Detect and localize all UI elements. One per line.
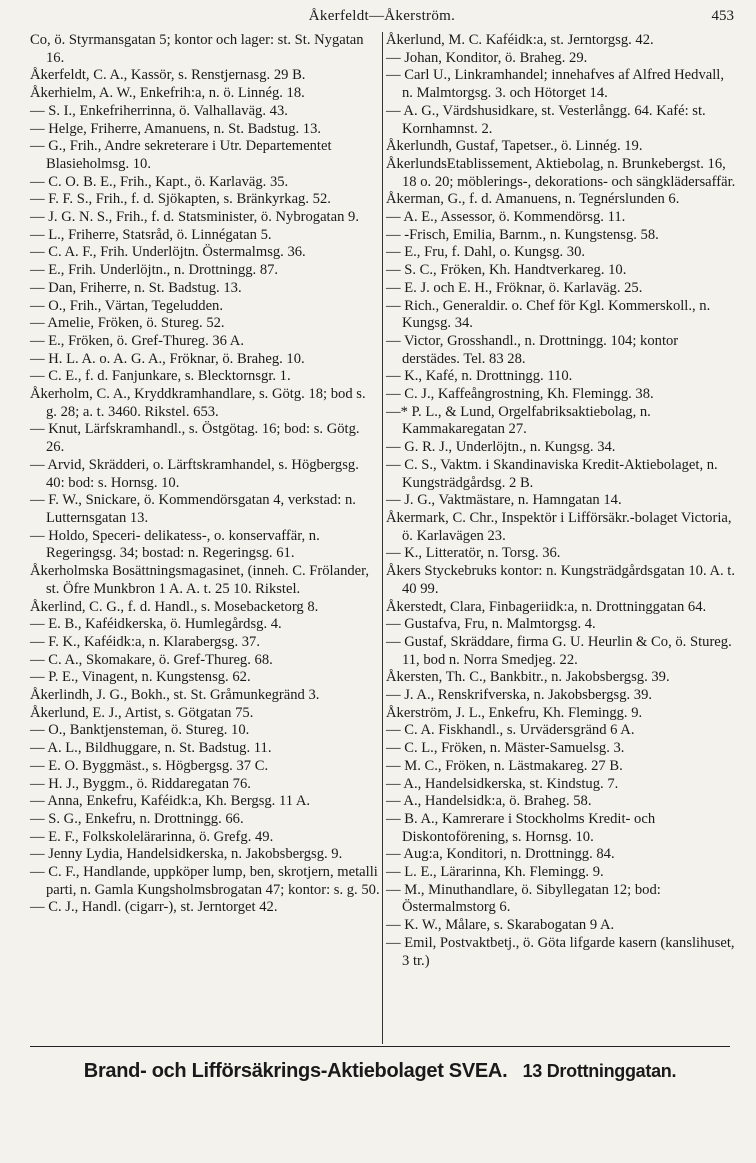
directory-entry: — E. B., Kaféidkerska, ö. Humlegårdsg. 4.	[30, 616, 282, 633]
directory-entry: — A., Handelsidk:a, ö. Braheg. 58.	[386, 793, 592, 810]
directory-entry: — Gustafva, Fru, n. Malmtorgsg. 4.	[386, 616, 596, 633]
directory-entry: Åkerlund, M. C. Kaféidk:a, st. Jerntorgsg. 42.	[386, 32, 654, 48]
left-column	[30, 32, 380, 917]
directory-entry: — B. A., Kamrerare i Stockholms Kredit- och Diskontoförening, s. Hornsg. 10.	[386, 810, 656, 845]
directory-entry: — H. L. A. o. A. G. A., Fröknar, ö. Braheg. 10.	[30, 350, 305, 367]
directory-entry: — A. E., Assessor, ö. Kommendörsg. 11.	[386, 209, 626, 226]
directory-entry: — E., Fröken, ö. Gref-Thureg. 36 A.	[30, 332, 244, 349]
directory-entry: — F. F. S., Frih., f. d. Sjökapten, s. Bränkyrkag. 52.	[30, 191, 331, 208]
directory-entry: —* P. L., & Lund, Orgelfabriksaktiebolag, n. Kammakaregatan 27.	[386, 403, 651, 438]
directory-entry: — L. E., Lärarinna, Kh. Flemingg. 9.	[386, 864, 604, 881]
directory-entry: — S. I., Enkefriherrinna, ö. Valhallaväg. 43.	[30, 102, 288, 119]
directory-entry: Åkerlundh, Gustaf, Tapetser., ö. Linnég. 19.	[386, 138, 643, 155]
directory-entry: — Carl U., Linkramhandel; innehafves af Alfred Hedvall, n. Malmtorgsg. 3. och Hötorget 14.	[386, 67, 724, 102]
directory-entry: Åkers Styckebruks kontor: n. Kungsträdgårdsgatan 10. A. t. 40 99.	[386, 563, 735, 597]
directory-entry: — Victor, Grosshandl., n. Drottningg. 104; kontor derstädes. Tel. 83 28.	[386, 332, 679, 367]
directory-entry: — Aug:a, Konditori, n. Drottningg. 84.	[386, 846, 615, 863]
directory-entry: — Holdo, Speceri- delikatess-, o. konservaffär, n. Regeringsg. 34; bostad: n. Regeringsg. 61.	[30, 527, 320, 562]
directory-entry: — M., Minuthandlare, ö. Sibyllegatan 12; bod: Östermalmstorg 6.	[386, 881, 661, 916]
directory-entry: — J. G. N. S., Frih., f. d. Statsminister, ö. Nybrogatan 9.	[30, 209, 359, 226]
directory-entry: — Rich., Generaldir. o. Chef för Kgl. Kommerskoll., n. Kungsg. 34.	[386, 297, 711, 332]
directory-entry: — M. C., Fröken, n. Lästmakareg. 27 B.	[386, 757, 623, 774]
advertisement-footer	[30, 1060, 730, 1083]
directory-entry: Åkersten, Th. C., Bankbitr., n. Jakobsbergsg. 39.	[386, 669, 670, 686]
directory-entry: Åkerholmska Bosättningsmagasinet, (inneh. C. Frölander, st. Öfre Munkbron 1 A. A. t. 25 10. Rikstel.	[30, 563, 370, 597]
directory-entry: — C. S., Vaktm. i Skandinaviska Kredit-Aktiebolaget, n. Kungsträdgårdsg. 2 B.	[386, 456, 718, 491]
directory-entry: — Arvid, Skrädderi, o. Lärftskramhandel, s. Högbergsg. 40: bod: s. Hornsg. 10.	[30, 456, 359, 491]
directory-entry: — E., Fru, f. Dahl, o. Kungsg. 30.	[386, 244, 586, 261]
directory-entry: — F. K., Kaféidk:a, n. Klarabergsg. 37.	[30, 633, 260, 650]
directory-entry: — E., Frih. Underlöjtn., n. Drottningg. 87.	[30, 262, 279, 279]
directory-entry: — J. G., Vaktmästare, n. Hamngatan 14.	[386, 492, 622, 509]
directory-entry: Åkerfeldt, C. A., Kassör, s. Renstjernasg. 29 B.	[30, 67, 306, 84]
directory-entry: ÅkerlundsEtablissement, Aktiebolag, n. Brunkebergst. 16, 18 o. 20; möblerings-, dekorations- och sängklädersaffär.	[386, 155, 736, 190]
directory-entry: — C. E., f. d. Fanjunkare, s. Blecktornsgr. 1.	[30, 368, 291, 385]
directory-entry: Åkerlindh, J. G., Bokh., st. St. Gråmunkegränd 3.	[30, 687, 320, 704]
directory-entry: — O., Frih., Värtan, Tegeludden.	[30, 297, 223, 314]
directory-entry: Åkerlund, E. J., Artist, s. Götgatan 75.	[30, 704, 254, 721]
directory-entry: — E. O. Byggmäst., s. Högbergsg. 37 C.	[30, 757, 269, 774]
directory-entry: — K., Litteratör, n. Torsg. 36.	[386, 545, 561, 562]
directory-entry: Åkerholm, C. A., Kryddkramhandlare, s. Götg. 18; bod s. g. 28; a. t. 3460. Rikstel. 653.	[30, 386, 366, 420]
directory-entry: — E. F., Folkskolelärarinna, ö. Grefg. 49.	[30, 828, 274, 845]
directory-entry: — K., Kafé, n. Drottningg. 110.	[386, 368, 573, 385]
directory-entry: — Anna, Enkefru, Kaféidk:a, Kh. Bergsg. 11 A.	[30, 793, 311, 810]
directory-entry: Co, ö. Styrmansgatan 5; kontor och lager: st. St. Nygatan 16.	[30, 32, 364, 66]
directory-entry: Åkerstedt, Clara, Finbageriidk:a, n. Drottninggatan 64.	[386, 598, 707, 615]
directory-entry: — C. F., Handlande, uppköper lump, ben, skrotjern, metalli parti, n. Gamla Kungsholmsbrogatan 47; kontor: s. g. 50.	[30, 864, 380, 898]
directory-entry: — S. G., Enkefru, n. Drottningg. 66.	[30, 810, 244, 827]
directory-entry: — A., Handelsidkerska, st. Kindstug. 7.	[386, 775, 619, 792]
directory-entry: Åkerman, G., f. d. Amanuens, n. Tegnérslunden 6.	[386, 191, 680, 208]
directory-entry: — E. J. och E. H., Fröknar, ö. Karlaväg. 25.	[386, 279, 643, 296]
directory-entry: — Amelie, Fröken, ö. Stureg. 52.	[30, 315, 225, 332]
directory-entry: — K. W., Målare, s. Skarabogatan 9 A.	[386, 917, 615, 934]
running-title: Åkerfeldt—Åkerström.	[308, 8, 456, 24]
directory-entry: — A. G., Värdshusidkare, st. Vesterlångg. 64. Kafé: st. Kornhamnst. 2.	[386, 102, 706, 137]
directory-entry: Åkerlind, C. G., f. d. Handl., s. Mosebacketorg 8.	[30, 598, 319, 615]
directory-entry: — G., Frih., Andre sekreterare i Utr. Departementet Blasieholmsg. 10.	[30, 138, 332, 172]
footer-company: Brand- och Lifförsäkrings-Aktiebolaget SVEA.	[83, 1060, 508, 1082]
directory-entry: — C. A. Fiskhandl., s. Urvädersgränd 6 A.	[386, 722, 635, 739]
directory-entry: — C. J., Kaffeångrostning, Kh. Flemingg. 38.	[386, 386, 654, 403]
directory-entry: — Gustaf, Skräddare, firma G. U. Heurlin & Co, ö. Stureg. 11, bod n. Norra Smedjeg. 22.	[386, 633, 732, 668]
directory-entry: — C. L., Fröken, n. Mäster-Samuelsg. 3.	[386, 740, 625, 757]
directory-entry: — F. W., Snickare, ö. Kommendörsgatan 4, verkstad: n. Lutternsgatan 13.	[30, 492, 356, 526]
directory-entry: — C. A., Skomakare, ö. Gref-Thureg. 68.	[30, 651, 273, 668]
columns	[30, 32, 736, 1046]
directory-entry: — P. E., Vinagent, n. Kungstensg. 62.	[30, 669, 251, 686]
page-number: 453	[711, 8, 734, 24]
directory-entry: — S. C., Fröken, Kh. Handtverkareg. 10.	[386, 262, 627, 279]
directory-entry: Åkerhielm, A. W., Enkefrih:a, n. ö. Linnég. 18.	[30, 85, 305, 102]
right-column	[386, 32, 736, 970]
directory-entry: — O., Banktjensteman, ö. Stureg. 10.	[30, 722, 250, 739]
directory-entry: — -Frisch, Emilia, Barnm., n. Kungstensg. 58.	[386, 226, 659, 243]
directory-entry: — Emil, Postvaktbetj., ö. Göta lifgarde kasern (kanslihuset, 3 tr.)	[386, 934, 735, 969]
directory-entry: — J. A., Renskrifverska, n. Jakobsbergsg. 39.	[386, 687, 653, 704]
footer-rule	[30, 1046, 730, 1047]
footer-address: 13 Drottninggatan.	[522, 1061, 677, 1081]
directory-entry: Åkerström, J. L., Enkefru, Kh. Flemingg. 9.	[386, 704, 643, 721]
directory-entry: — C. A. F., Frih. Underlöjtn. Östermalmsg. 36.	[30, 244, 306, 261]
column-divider	[382, 32, 383, 1044]
directory-entry: — Helge, Friherre, Amanuens, n. St. Badstug. 13.	[30, 120, 322, 137]
directory-entry: — Dan, Friherre, n. St. Badstug. 13.	[30, 279, 242, 296]
directory-entry: — A. L., Bildhuggare, n. St. Badstug. 11.	[30, 740, 272, 757]
directory-entry: — Johan, Konditor, ö. Braheg. 29.	[386, 49, 588, 66]
directory-entry: — Knut, Lärfskramhandl., s. Östgötag. 16; bod: s. Götg. 26.	[30, 421, 360, 456]
directory-entry: — C. J., Handl. (cigarr-), st. Jerntorget 42.	[30, 899, 278, 916]
directory-entry: — C. O. B. E., Frih., Kapt., ö. Karlaväg. 35.	[30, 173, 289, 190]
directory-entry: — H. J., Byggm., ö. Riddaregatan 76.	[30, 775, 251, 792]
directory-entry: Åkermark, C. Chr., Inspektör i Lifförsäkr.-bolaget Victoria, ö. Karlavägen 23.	[386, 509, 732, 544]
directory-entry: — L., Friherre, Statsråd, ö. Linnégatan 5.	[30, 226, 272, 243]
page-header	[30, 8, 734, 30]
directory-entry: — G. R. J., Underlöjtn., n. Kungsg. 34.	[386, 439, 616, 456]
directory-entry: — Jenny Lydia, Handelsidkerska, n. Jakobsbergsg. 9.	[30, 846, 343, 863]
